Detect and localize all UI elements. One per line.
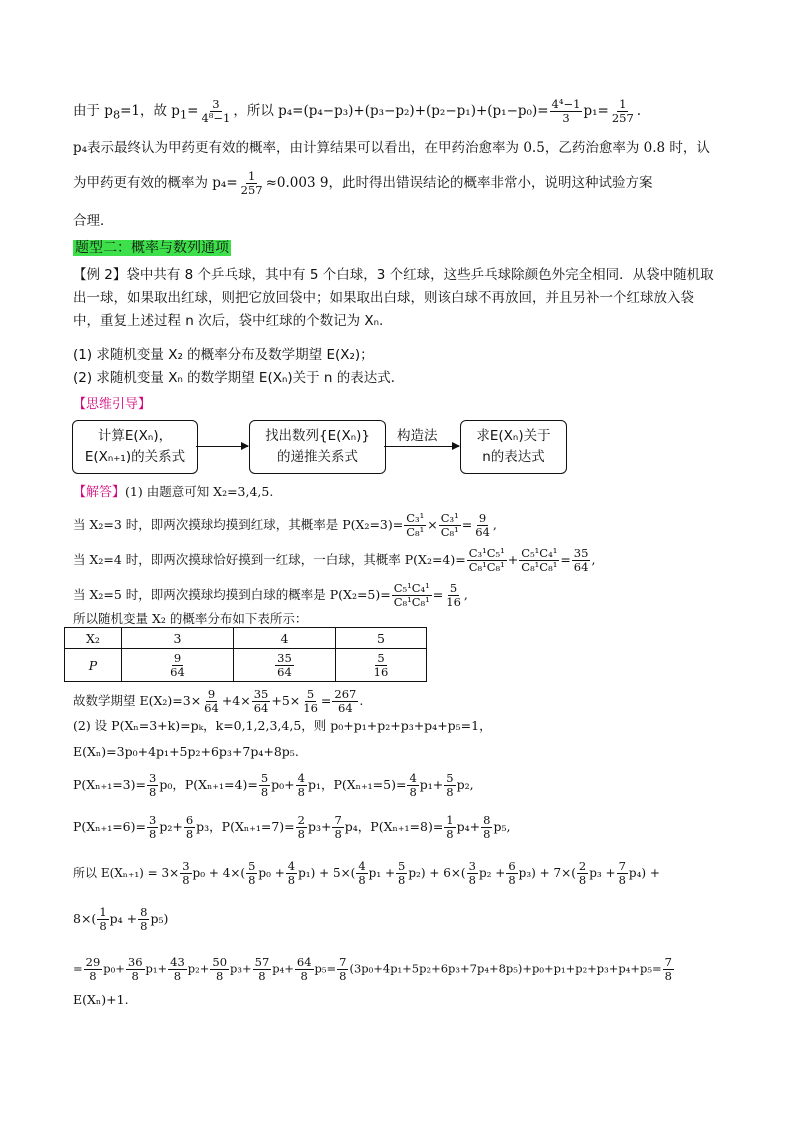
fraction [663,956,674,983]
text: p₃) + 7×( [518,866,576,880]
text: ≈0.003 9，此时得出错误结论的概率非常小，说明这种试验方案 [265,175,653,191]
expectation-line [73,688,363,715]
text: = [560,552,571,567]
table-cell: P [65,649,122,682]
text: +4× [221,693,251,708]
flow-text: n的表达式 [482,449,545,465]
denominator: 8 [578,873,587,887]
denominator: C₈¹ [406,525,425,539]
text: p₅= [314,961,337,976]
fraction [184,814,195,841]
numerator: 3 [182,859,190,873]
text: p₀ + [258,866,285,880]
numerator: 35 [277,650,292,665]
text: 由于 p [73,103,113,119]
flow-text: E(Xₙ₊₁)的关系式 [84,449,186,465]
text: , [463,587,468,602]
numerator: 5 [306,687,315,701]
numerator: 4 [409,771,417,785]
numerator: C₃¹ [440,511,459,525]
fraction [168,652,187,679]
flow-text: 找出数列{E(Xₙ)} [265,428,370,444]
numerator: 1 [619,97,627,111]
fraction [550,98,583,125]
text: P(Xₙ₊₁=6)= [73,819,146,834]
denominator: 16 [373,664,389,679]
denominator: 64 [204,701,219,715]
expectation-derivation-line [73,906,168,933]
denominator: 8 [446,785,454,799]
fraction [147,772,158,799]
section-title-text: 题型二：概率与数列通项 [75,240,229,256]
fraction [84,956,103,983]
numerator: 29 [85,955,101,969]
fraction [296,814,307,841]
solution-line [73,547,595,574]
text: = [432,587,444,602]
text: (3p₀+4p₁+5p₂+6p₃+7p₄+8p₅)+p₀+p₁+p₂+p₃+p₄+p₅= [349,961,662,976]
text: + [507,552,519,567]
numerator: 6 [508,859,516,873]
fraction [168,956,187,983]
section-title [73,238,231,258]
fraction [467,860,478,887]
example-line: 出一球，如果取出红球，则把它放回袋中；如果取出白球，则该白球不再放回，并且另补一个红球放入袋 [73,290,694,306]
fraction [97,906,108,933]
table-cell [336,649,427,682]
flow-box-1 [72,420,198,474]
text: p₁ + [368,866,396,880]
fraction [252,688,271,715]
fraction [210,956,229,983]
fraction [202,688,221,715]
text: p₄+ [272,961,294,976]
solution-line: 所以随机变量 X₂ 的概率分布如下表所示： [73,611,308,626]
numerator: 9 [207,687,216,701]
text: 袋中共有 8 个乒乓球，其中有 5 个白球，3 个红球，这些乒乓球除颜色外完全相同．从袋中随机取 [126,267,714,283]
numerator: 6 [185,813,194,827]
text: p₂, [456,777,474,792]
numerator: 3 [468,859,476,873]
numerator: 7 [618,859,626,873]
text: p₄) + [628,866,660,880]
fraction [199,98,232,125]
question-1: (1) 求随机变量 X₂ 的概率分布及数学期望 E(X₂)； [73,347,374,363]
text: p₃ + [589,866,616,880]
numerator: 1 [446,813,454,827]
denominator: 8 [297,785,305,799]
numerator: 5 [248,859,256,873]
text: 当 X₂=4 时，即两次摸球恰好摸到一红球，一白球，其概率 P(X₂=4)= [73,552,466,567]
denominator: 8 [248,873,256,887]
fraction [577,860,588,887]
fraction [275,652,294,679]
numerator: 8 [483,813,491,827]
paragraph-line: 合理． [73,213,114,229]
text: = [187,103,199,119]
denominator: 8 [664,969,672,983]
fraction [444,772,455,799]
distribution-table [64,627,427,682]
text: 故数学期望 E(X₂)=3× [73,693,202,708]
numerator: 5 [377,650,385,665]
text: 当 X₂=3 时，即两次摸球均摸到红球，其概率是 P(X₂=3)= [73,517,404,532]
numerator: 5 [260,771,269,785]
fraction [239,170,265,197]
numerator: C₃¹ [406,511,425,525]
numerator: 50 [212,955,228,969]
recurrence-line [73,772,474,799]
numerator: 4 [297,771,305,785]
text: p₃+ [307,819,332,834]
denominator: 8 [148,827,157,841]
text: p₅, [493,819,511,834]
denominator: C₈¹C₈¹ [468,560,505,574]
text: p₀+ [271,777,295,792]
expectation-derivation-line [73,956,675,983]
denominator: 8 [185,827,194,841]
text: × [427,517,438,532]
numerator: 4⁴−1 [551,97,581,111]
question-2: (2) 求随机变量 Xₙ 的数学期望 E(Xₙ)关于 n 的表达式． [73,370,405,386]
expectation-derivation-line: E(Xₙ)+1. [73,992,129,1007]
flow-arrow [196,446,248,447]
denominator: 8 [182,873,190,887]
denominator: 8 [131,969,139,983]
denominator: 8 [258,969,266,983]
numerator: 3 [148,813,157,827]
text: 当 X₂=5 时，即两次摸球均摸到白球的概率是 P(X₂=5)= [73,587,391,602]
fraction [396,860,407,887]
fraction [126,956,145,983]
denominator: 8 [300,969,308,983]
fraction [444,814,455,841]
text: (1) 由题意可知 X₂=3,4,5. [125,484,274,499]
numerator: 43 [170,955,185,969]
solution-line [73,582,468,609]
denominator: 8 [334,827,342,841]
fraction [444,582,463,609]
fraction [259,772,270,799]
denominator: 8 [89,969,97,983]
denominator: 8 [260,785,269,799]
thinking-guide-label: 【思维引导】 [73,397,152,412]
numerator: 35 [253,687,269,701]
fraction [246,860,257,887]
flow-text: 求E(Xₙ)关于 [476,428,551,444]
fraction [404,512,426,539]
text: p₁+ [419,777,444,792]
text: =1，故 p [120,103,180,119]
denominator: 8 [140,919,148,933]
table-cell: 4 [234,628,336,649]
formula-line-p4 [73,170,652,197]
text: 8×( [73,911,97,926]
denominator: C₈¹ [440,525,459,539]
text: = [73,961,83,976]
denominator: 8 [173,969,182,983]
denominator: 8 [287,873,296,887]
flow-box-2 [249,420,386,474]
fraction [286,860,297,887]
denominator: C₈¹C₈¹ [521,560,558,574]
numerator: 64 [296,955,312,969]
text: p₁+ [145,961,168,976]
text: p₅) [150,911,169,926]
denominator: 8 [339,969,347,983]
denominator: 257 [240,183,263,197]
denominator: 16 [303,701,318,715]
numerator: C₃¹C₅¹ [468,546,505,560]
denominator: 4⁸−1 [201,111,231,125]
fraction [610,98,636,125]
fraction [519,547,559,574]
text: p₄+ [456,819,481,834]
example-line [73,265,714,285]
text: P(Xₙ₊₁=3)= [73,777,146,792]
text: ，所以 p₄=(p₄−p₃)+(p₃−p₂)+(p₂−p₁)+(p₁−p₀)= [233,103,549,119]
text: p₃+ [230,961,252,976]
fraction [301,688,320,715]
text: p₂) + 6×( [408,866,466,880]
fraction [253,956,272,983]
numerator: 4 [358,859,366,873]
text: . [636,103,642,119]
solution-line [73,482,273,503]
numerator: 1 [99,905,107,919]
paragraph-line: p₄表示最终认为甲药更有效的概率，由计算结果可以看出，在甲药治愈率为 0.5，乙药治愈率为 0.8 时，认 [73,140,710,156]
numerator: 7 [664,955,672,969]
table-row [65,628,427,649]
numerator: C₅¹C₄¹ [521,546,558,560]
denominator: 64 [573,560,589,574]
denominator: 8 [468,873,476,887]
text: p₃，P(Xₙ₊₁=7)= [196,819,295,834]
text: 为甲药更有效的概率为 p₄= [73,175,238,191]
text: , [591,552,596,567]
fraction [617,860,628,887]
numerator: 3 [148,771,157,785]
fraction [392,582,432,609]
fraction [332,688,358,715]
denominator: 257 [611,111,634,125]
table-cell: X₂ [65,628,122,649]
numerator: 7 [334,813,342,827]
text: = [461,517,473,532]
fraction [572,547,591,574]
table-cell [122,649,234,682]
denominator: 8 [148,785,157,799]
fraction [407,772,418,799]
text: p₄，P(Xₙ₊₁=8)= [344,819,444,834]
numerator: 5 [446,771,454,785]
numerator: 9 [478,511,487,525]
text: 所以 E(Xₙ₊₁) = 3× [73,866,180,880]
text: +5× [271,693,301,708]
expectation-derivation-line [73,860,660,887]
table-cell [234,649,336,682]
fraction [356,860,367,887]
formula-line-p1 [73,98,641,126]
numerator: 36 [127,955,143,969]
fraction [473,512,492,539]
numerator: 2 [578,859,587,873]
table-cell: 3 [122,628,234,649]
fraction [467,547,507,574]
denominator: 16 [446,595,461,609]
denominator: 64 [170,664,185,679]
text: p₁) + 5×( [298,866,356,880]
text: p₂+ [159,819,183,834]
solution-line [73,512,497,539]
text: p₂ + [478,866,506,880]
text: p₂+ [187,961,210,976]
text: p₀，P(Xₙ₊₁=4)= [159,777,258,792]
denominator: 64 [253,701,269,715]
solution-line: E(Xₙ)=3p₀+4p₁+5p₂+6p₃+7p₄+8p₅. [73,744,299,759]
numerator: 35 [573,546,589,560]
text: . [359,693,364,708]
text: 1 [179,108,188,122]
numerator: 267 [334,687,357,701]
text: , [492,517,497,532]
example-line: 中，重复上述过程 n 次后，袋中红球的个数记为 Xₙ. [73,313,384,329]
example-label: 【例 2】 [73,267,127,283]
flow-text: 的递推关系式 [277,449,358,465]
fraction [180,860,191,887]
numerator: 7 [339,955,347,969]
solution-line: (2) 设 P(Xₙ=3+k)=pₖ，k=0,1,2,3,4,5，则 p₀+p₁+p₂+p₃+p₄+p₅=1， [73,718,492,733]
denominator: 8 [483,827,491,841]
text: p₁= [583,103,609,119]
text: p₀ + 4×( [192,866,246,880]
numerator: 4 [287,859,296,873]
fraction [147,814,158,841]
numerator: 5 [449,581,458,595]
denominator: C₈¹C₈¹ [393,595,430,609]
fraction [506,860,517,887]
denominator: 64 [338,701,353,715]
text: p₁，P(Xₙ₊₁=5)= [307,777,407,792]
recurrence-line [73,814,510,841]
numerator: 2 [297,813,305,827]
numerator: 1 [247,169,256,183]
denominator: 8 [99,919,107,933]
denominator: 8 [618,873,626,887]
fraction [372,652,391,679]
denominator: 64 [475,525,490,539]
fraction [295,956,314,983]
flow-box-3 [460,420,567,474]
numerator: 5 [398,859,406,873]
flow-arrow-label: 构造法 [397,428,438,444]
text: p₄ + [109,911,138,926]
denominator: 64 [277,664,292,679]
table-cell: 5 [336,628,427,649]
flow-text: 计算E(Xₙ)， [97,428,173,444]
text: p₀+ [103,961,125,976]
text: = [320,693,332,708]
fraction [296,772,307,799]
numerator: 9 [173,650,182,665]
fraction [138,906,149,933]
denominator: 8 [297,827,305,841]
numerator: 57 [254,955,270,969]
fraction [332,814,343,841]
fraction [439,512,461,539]
denominator: 8 [446,827,454,841]
denominator: 8 [409,785,417,799]
numerator: C₅¹C₄¹ [393,581,430,595]
denominator: 8 [508,873,516,887]
denominator: 3 [562,111,570,125]
solution-label: 【解答】 [73,485,126,500]
denominator: 8 [398,873,406,887]
denominator: 8 [216,969,224,983]
flow-arrow [384,446,459,447]
numerator: 3 [212,97,220,111]
fraction [481,814,492,841]
fraction [337,956,348,983]
denominator: 8 [358,873,366,887]
table-row [65,649,427,682]
text: 8 [112,108,121,122]
numerator: 8 [140,905,148,919]
